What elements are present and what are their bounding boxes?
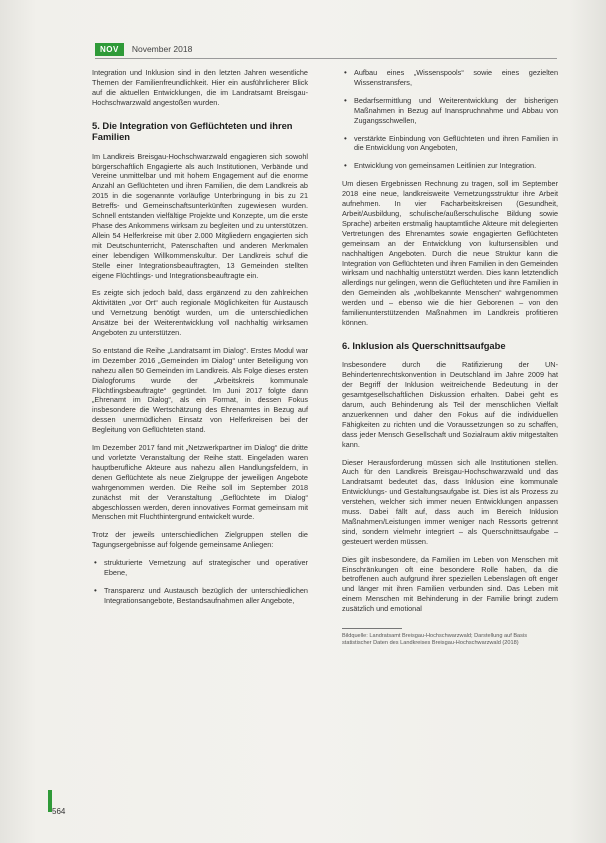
paragraph: Um diesen Ergebnissen Rechnung zu tragen, soll im September 2018 eine neue, landkreisweite Vernetzungsstruktur ihre Arbeit aufnehmen. In vier Facharbeitskreisen (Gesundheit, Arbeit/Ausbildung, schulische/außerschulische Bildung sowie Sprache) arbeiten erstmalig hauptamtliche Akteure mit delegierten Vertretungen des Ehrenamtes sowie engagierten Geflüchteten gemeinsam an der Entwicklung von kultursensiblen und nachhaltigen Angeboten. Durch die neue Struktur kann die Integration von Geflüchteten und ihren Familien in den Gemeinden wirksam und nachhaltig unterstützt werden. Dies kann letztendlich allerdings nur gelingen, wenn die Geflüchteten und ihre Familien in den Gemeinden als „wohlbekannte Menschen“ wahrgenommen werden und – ebenso wie die hier Geborenen – von den familienunterstützenden Maßnahmen im Landkreis profitieren können. (342, 179, 558, 327)
paragraph: Im Landkreis Breisgau-Hochschwarzwald engagieren sich sowohl bürgerschaftlich Engagierte als auch Institutionen, Verbände und Vereine unmittelbar und mit hohem Engagement auf die enorme Anzahl an Geflüchteten und ihren Familien, die dem Landkreis ab 2015 in die sogenannte vorläufige Unterbringung in bis zu 21 Betreffs- und Gemeinschaftsunterkünften zugewiesen wurden. Schnell entstanden vielfältige Projekte und Konzepte, um die erste Phase des Ankommens wirksam zu begleiten und zu unterstützen. Allein 54 Helferkreise mit über 2.000 Mitgliedern engagierten sich mit Deutschunterricht, Patenschaften und anderen Merkmalen einer lebendigen Willkommenskultur. Der Landkreis schuf die Stelle einer Integrationsbeauftragten, 13 Gemeinden stellten eigene Flüchtlings- und Integrationsbeauftragte ein. (92, 151, 308, 280)
paragraph: So entstand die Reihe „Landratsamt im Dialog“. Erstes Modul war im Dezember 2016 „Gemeinden im Dialog“ unter Beteiligung von nahezu allen 50 Gemeinden im Landkreis. Als Folge dieses ersten Dialogforums wurde der „Arbeitskreis kommunale Flüchtlingsbeauftragte“ gegründet. Im Juni 2017 folgte dann „Ehrenamt im Dialog“, als ein Format, in dessen Fokus insbesondere die Wertschätzung des Ehrenamtes in Bezug auf dessen unermüdlichen Einsatz von Helferkreisen bei der Begleitung von Geflüchteten stand. (92, 345, 308, 435)
footnote-divider (342, 628, 402, 629)
list-item: • verstärkte Einbindung von Geflüchteten und ihren Familien in die Entwicklung von Angeboten, (342, 134, 558, 154)
paragraph: Im Dezember 2017 fand mit „Netzwerkpartner im Dialog“ die dritte und vorletzte Veranstaltung der Reihe statt. Eingeladen waren hauptberufliche Akteure aus nahezu allen Handlungsfeldern, in denen Geflüchtete als neue Zielgruppe der jeweiligen Angebote wahrgenommen werden. Die Reihe soll im September 2018 zunächst mit der Veranstaltung „Geflüchtete im Dialog“ abgeschlossen werden, deren innovatives Format gemeinsam mit Menschen mit Fluchthintergrund entwickelt wurde. (92, 443, 308, 522)
right-column (342, 68, 558, 647)
bullet-list (92, 558, 308, 606)
footnote: Bildquelle: Landratsamt Breisgau-Hochschwarzwald; Darstellung auf Basis statistischer Daten des Landkreises Breisgau-Hochschwarzwald (2018) (342, 633, 527, 647)
list-item: • strukturierte Vernetzung auf strategischer und operativer Ebene, (92, 558, 308, 578)
page-number: 564 (52, 807, 66, 816)
intro-paragraph: Integration und Inklusion sind in den letzten Jahren wesentliche Themen der Familienfreundlichkeit. Hier ein ausführlicherer Blick auf die aktuellen Entwicklungen, die im Landratsamt Breisgau-Hochschwarzwald angestoßen wurden. (92, 68, 308, 107)
paragraph: Dies gilt insbesondere, da Familien im Leben von Menschen mit Einschränkungen oft eine besondere Rolle haben, da die betroffenen auch aufgrund ihrer speziellen Lebenslagen oft enger und länger mit ihren Familien verbunden sind. Das Leben mit einem Menschen mit Behinderung in der Familie bringt zudem zusätzlich und emotional (342, 554, 558, 614)
bullet-list (342, 68, 558, 171)
issue-date: November 2018 (131, 44, 193, 54)
month-badge: NOV (95, 43, 124, 56)
list-item: • Bedarfsermittlung und Weiterentwicklung der bisherigen Maßnahmen in Bezug auf Inanspruchnahme und Abbau von Zugangsschwellen, (342, 96, 558, 126)
page-header (95, 42, 192, 56)
left-column (92, 68, 308, 614)
list-item: • Aufbau eines „Wissenspools“ sowie eines gezielten Wissenstransfers, (342, 68, 558, 88)
header-divider (95, 58, 557, 59)
section-5-title: 5. Die Integration von Geflüchteten und ihren Familien (92, 119, 293, 143)
section-6-title: 6. Inklusion als Querschnittsaufgabe (342, 339, 506, 351)
list-item: • Transparenz und Austausch bezüglich der unterschiedlichen Integrationsangebote, Bestandsaufnahmen aller Angebote, (92, 586, 308, 606)
paragraph: Dieser Herausforderung müssen sich alle Institutionen stellen. Auch für den Landkreis Breisgau-Hochschwarzwald und das Landratsamt bedeutet das, dass Inklusion eine kommunale Entwicklungs- und Gestaltungsaufgabe ist. Dies ist als Prozess zu verstehen, welcher sich immer neuen Entwicklungen anpassen muss. Dabei fällt auf, dass auch im Bereich Inklusion Maßnahmen/Leistungen immer weniger nach Ressorts getrennt sind, sondern vielmehr integriert – als Querschnittsaufgabe – gesteuert werden müssen. (342, 457, 558, 546)
paragraph: Trotz der jeweils unterschiedlichen Zielgruppen stellen die Tagungsergebnisse auf folgende gemeinsame Anliegen: (92, 530, 308, 550)
list-item: • Entwicklung von gemeinsamen Leitlinien zur Integration. (342, 161, 558, 171)
paragraph: Insbesondere durch die Ratifizierung der UN-Behindertenrechtskonvention in Deutschland im Jahre 2009 hat der Begriff der Inklusion weitreichende Bedeutung in der gesamtgesellschaftlichen Diskussion erhalten. Dabei geht es darum, auch Behinderung als Teil der menschlichen Vielfalt anzuerkennen und daher den Fokus auf die individuellen Fähigkeiten zu richten und die Voraussetzungen so zu schaffen, dass jeder Mensch Gesellschaft und Sozialraum aktiv mitgestalten kann. (342, 360, 558, 449)
paragraph: Es zeigte sich jedoch bald, dass ergänzend zu den zahlreichen Aktivitäten „vor Ort“ auch regionale Möglichkeiten für Austausch und Vernetzung benötigt wurden, um die unterschiedlichen Ansätze bei der Weiterentwicklung voll nachhaltig wirksamen Angeboten zu unterstützen. (92, 288, 308, 338)
